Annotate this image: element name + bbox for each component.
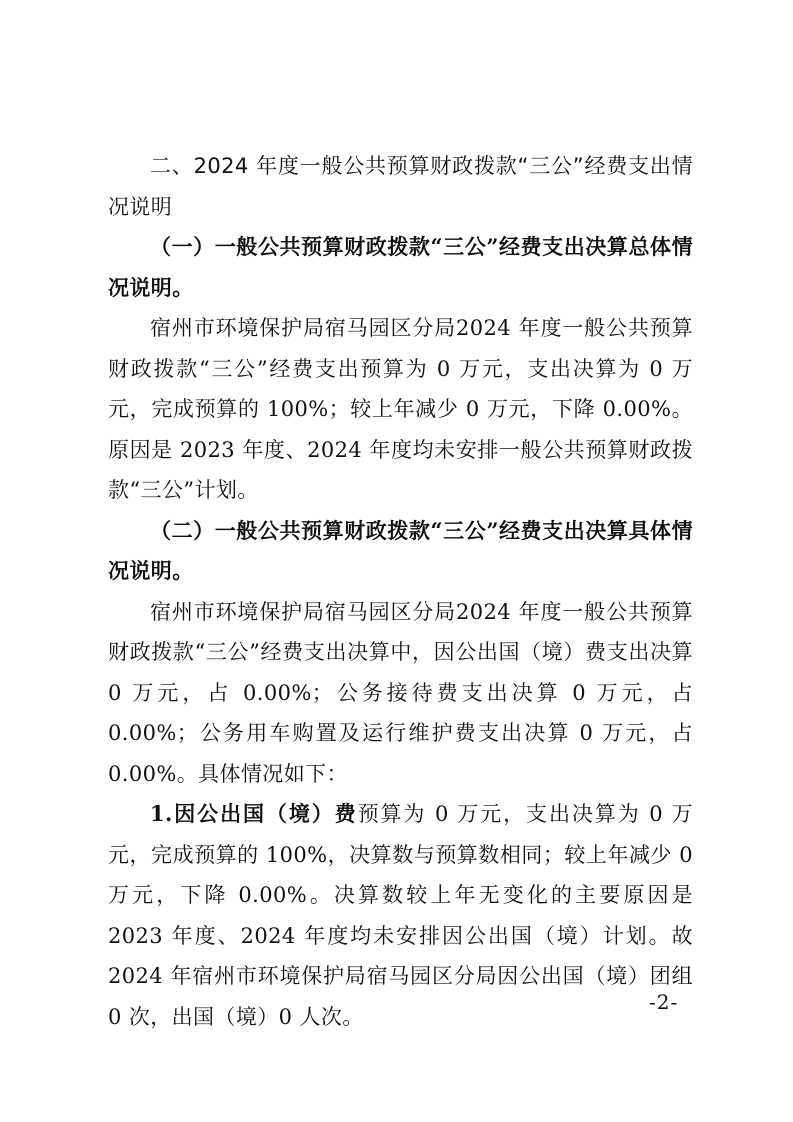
subsection-2-heading: （二）一般公共预算财政拨款“三公”经费支出决算具体情况说明。 <box>108 517 693 583</box>
subsection-2-paragraph: 宿州市环境保护局宿马园区分局2024 年度一般公共预算财政拨款“三公”经费支出决算中，因公出国（境）费支出决算 0 万元，占 0.00%；公务接待费支出决算 0 万元，占 0.00%；公务用车购置及运行维护费支出决算 0 万元，占 0.00%。具体情况如下： <box>108 599 693 786</box>
item-1-lead: 1.因公出国（境）费 <box>150 801 358 826</box>
section-heading: 二、2024 年度一般公共预算财政拨款“三公”经费支出情况说明 <box>108 154 693 219</box>
subsection-1-heading: （一）一般公共预算财政拨款“三公”经费支出决算总体情况说明。 <box>108 234 693 300</box>
item-1-paragraph <box>108 794 693 1037</box>
document-body <box>108 146 693 1037</box>
page-number: -2- <box>649 990 679 1014</box>
item-1-text: 预算为 0 万元，支出决算为 0 万元，完成预算的 100%，决算数与预算数相同；较上年减少 0 万元，下降 0.00%。决算数较上年无变化的主要原因是 2023 年度、2024 年度均未安排因公出国（境）计划。故 2024 年宿州市环境保护局宿马园区分局因公出国（境）团组 0 次，出国（境）0 人次。 <box>108 802 693 1029</box>
subsection-1-paragraph: 宿州市环境保护局宿马园区分局2024 年度一般公共预算财政拨款“三公”经费支出预算为 0 万元，支出决算为 0 万元，完成预算的 100%；较上年减少 0 万元，下降 0.00%。原因是 2023 年度、2024 年度均未安排一般公共预算财政拨款“三公”计划。 <box>108 316 693 502</box>
